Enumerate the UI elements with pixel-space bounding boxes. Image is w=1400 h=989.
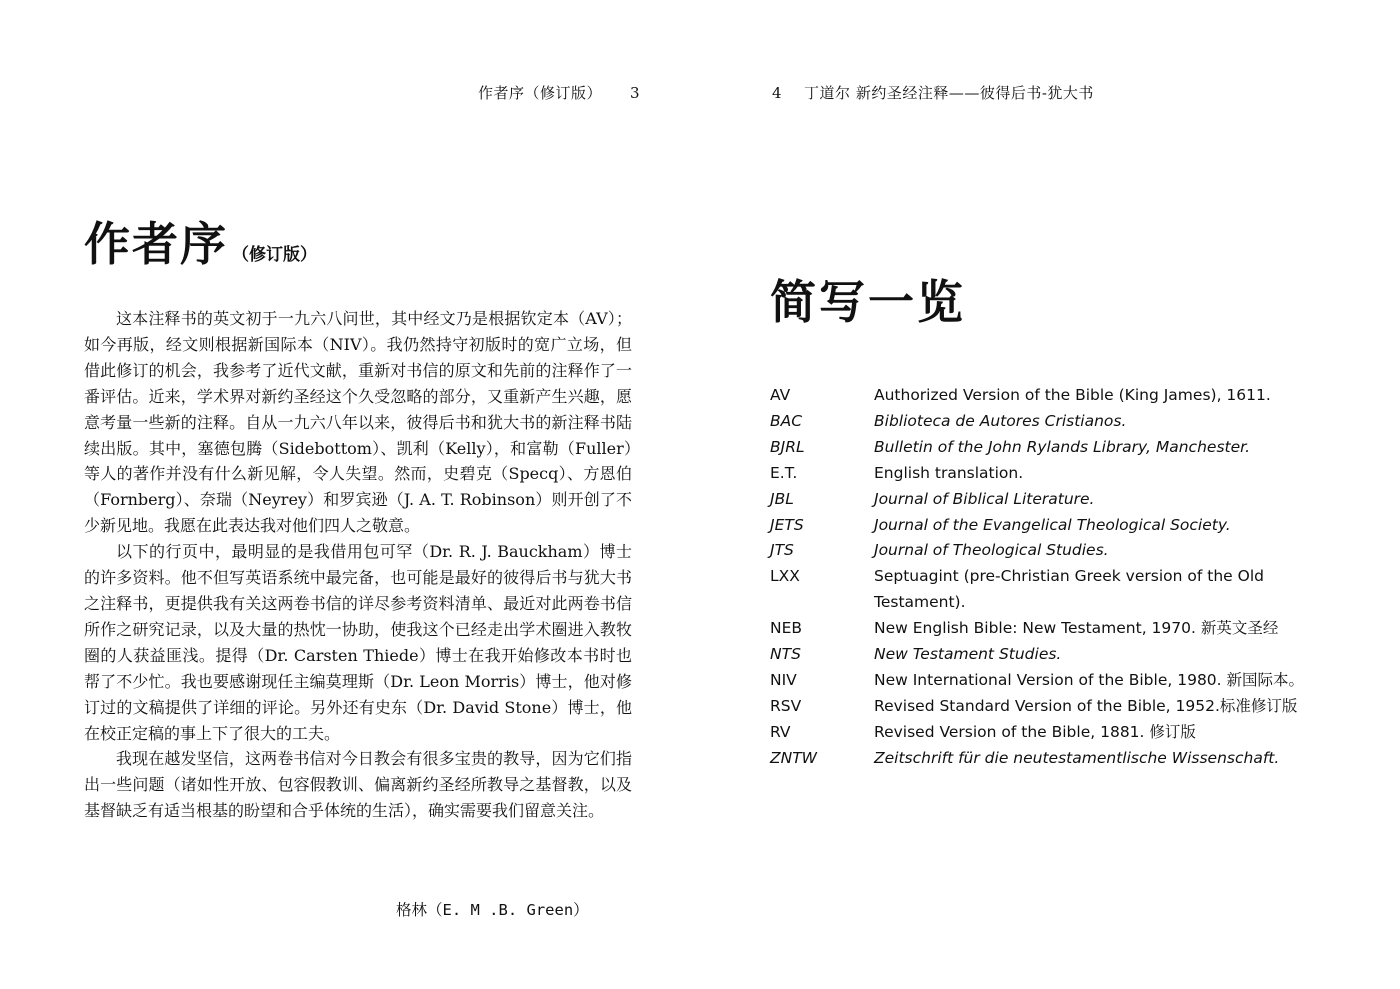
abbreviation-key: JTS	[770, 541, 794, 560]
preface-body	[84, 306, 632, 824]
preface-paragraph-1: 这本注释书的英文初于一九六八问世，其中经文乃是根据钦定本（AV）；如今再版，经文则根据新国际本（NIV）。我仍然持守初版时的宽广立场，但借此修订的机会，我参考了近代文献，重新对书信的原文和先前的注释作了一番评估。近来，学术界对新约圣经这个久受忽略的部分，又重新产生兴趣，愿意考量一些新的注释。自从一九六八年以来，彼得后书和犹大书的新注释书陆续出版。其中，塞德包腾（Sidebottom）、凯利（Kelly），和富勒（Fuller）等人的著作并没有什么新见解，令人失望。然而，史碧克（Specq）、方恩伯（Fornberg）、奈瑞（Neyrey）和罗宾逊（J. A. T. Robinson）则开创了不少新见地。我愿在此表达我对他们四人之敬意。	[84, 309, 632, 536]
right-running-head-title: 丁道尔 新约圣经注释——彼得后书-犹大书	[804, 84, 1094, 102]
abbreviation-key: BJRL	[770, 437, 805, 456]
abbreviation-key: RSV	[770, 696, 802, 715]
abbreviation-definition: New International Version of the Bible, 1980. 新国际本。	[874, 670, 1305, 689]
abbreviation-key: LXX	[770, 567, 800, 586]
abbreviation-row	[770, 616, 1330, 642]
abbreviation-key: NEB	[770, 619, 803, 638]
abbreviation-row	[770, 487, 1330, 513]
abbreviation-definition: New Testament Studies.	[874, 645, 1062, 664]
abbreviation-definition: Authorized Version of the Bible (King James), 1611.	[874, 386, 1271, 404]
abbreviation-row	[770, 668, 1330, 694]
abbreviation-row	[770, 513, 1330, 539]
abbreviation-definition: New English Bible: New Testament, 1970. 新英文圣经	[874, 619, 1279, 638]
abbreviation-row	[770, 746, 1330, 772]
abbreviation-key: NTS	[770, 645, 801, 664]
abbreviation-key: JBL	[770, 489, 794, 508]
abbreviation-row	[770, 694, 1330, 720]
right-page-number: 4	[772, 84, 783, 102]
abbreviation-row	[770, 435, 1330, 461]
abbreviation-key: RV	[770, 722, 791, 741]
preface-paragraph-2: 以下的行页中，最明显的是我借用包可罕（Dr. R. J. Bauckham）博士的许多资料。他不但写英语系统中最完备，也可能是最好的彼得后书与犹大书之注释书，更提供我有关这两卷书信的详尽参考资料清单、最近对此两卷书信所作之研究记录，以及大量的热忱一协助，使我这个已经走出学术圈进入教牧圈的人获益匪浅。提得（Dr. Carsten Thiede）博士在我开始修改本书时也帮了不少忙。我也要感谢现任主编莫理斯（Dr. Leon Morris）博士，他对修订过的文稿提供了详细的评论。另外还有史东（Dr. David Stone）博士，他在校正定稿的事上下了很大的工夫。	[84, 542, 632, 743]
abbreviation-key: ZNTW	[770, 748, 818, 767]
abbreviation-key: JETS	[770, 515, 804, 534]
abbreviation-definition: Journal of the Evangelical Theological Society.	[874, 515, 1231, 534]
abbreviation-definition: English translation.	[874, 463, 1024, 482]
abbreviation-definition: Septuagint (pre-Christian Greek version of the Old Testament).	[874, 567, 1264, 612]
abbreviation-row	[770, 461, 1330, 487]
preface-title-main: 作者序	[84, 217, 228, 271]
abbreviation-row	[770, 642, 1330, 668]
preface-title	[84, 208, 317, 274]
left-running-head	[478, 82, 640, 103]
right-running-head	[772, 82, 1094, 103]
author-signature: 格林（E. M .B. Green）	[396, 901, 589, 919]
abbreviation-row	[770, 564, 1330, 616]
abbreviation-row	[770, 720, 1330, 746]
abbreviations-list	[770, 383, 1330, 772]
abbreviation-row	[770, 538, 1330, 564]
left-page-number: 3	[630, 84, 641, 102]
abbreviation-key: AV	[770, 386, 791, 404]
preface-title-sub: （修订版）	[232, 245, 317, 265]
abbreviation-definition: Zeitschrift für die neutestamentlische Wissenschaft.	[874, 748, 1280, 767]
abbreviation-key: BAC	[770, 411, 803, 430]
left-running-head-title: 作者序（修订版）	[478, 84, 603, 102]
abbreviation-row	[770, 409, 1330, 435]
preface-paragraph-3: 我现在越发坚信，这两卷书信对今日教会有很多宝贵的教导，因为它们指出一些问题（诸如性开放、包容假教训、偏离新约圣经所教导之基督教，以及基督缺乏有适当根基的盼望和合乎体统的生活），确实需要我们留意关注。	[84, 749, 632, 821]
abbreviation-key: E.T.	[770, 463, 798, 482]
abbreviation-definition: Journal of Biblical Literature.	[874, 489, 1095, 508]
abbreviation-key: NIV	[770, 670, 797, 689]
abbreviation-row	[770, 383, 1330, 409]
abbreviation-definition: Revised Version of the Bible, 1881. 修订版	[874, 722, 1196, 741]
abbreviation-definition: Journal of Theological Studies.	[874, 541, 1109, 560]
abbreviation-definition: Revised Standard Version of the Bible, 1952.标准修订版	[874, 696, 1298, 715]
abbreviation-definition: Bulletin of the John Rylands Library, Manchester.	[874, 437, 1251, 456]
abbreviation-definition: Biblioteca de Autores Cristianos.	[874, 411, 1127, 430]
abbreviations-title: 简写一览	[770, 275, 966, 329]
